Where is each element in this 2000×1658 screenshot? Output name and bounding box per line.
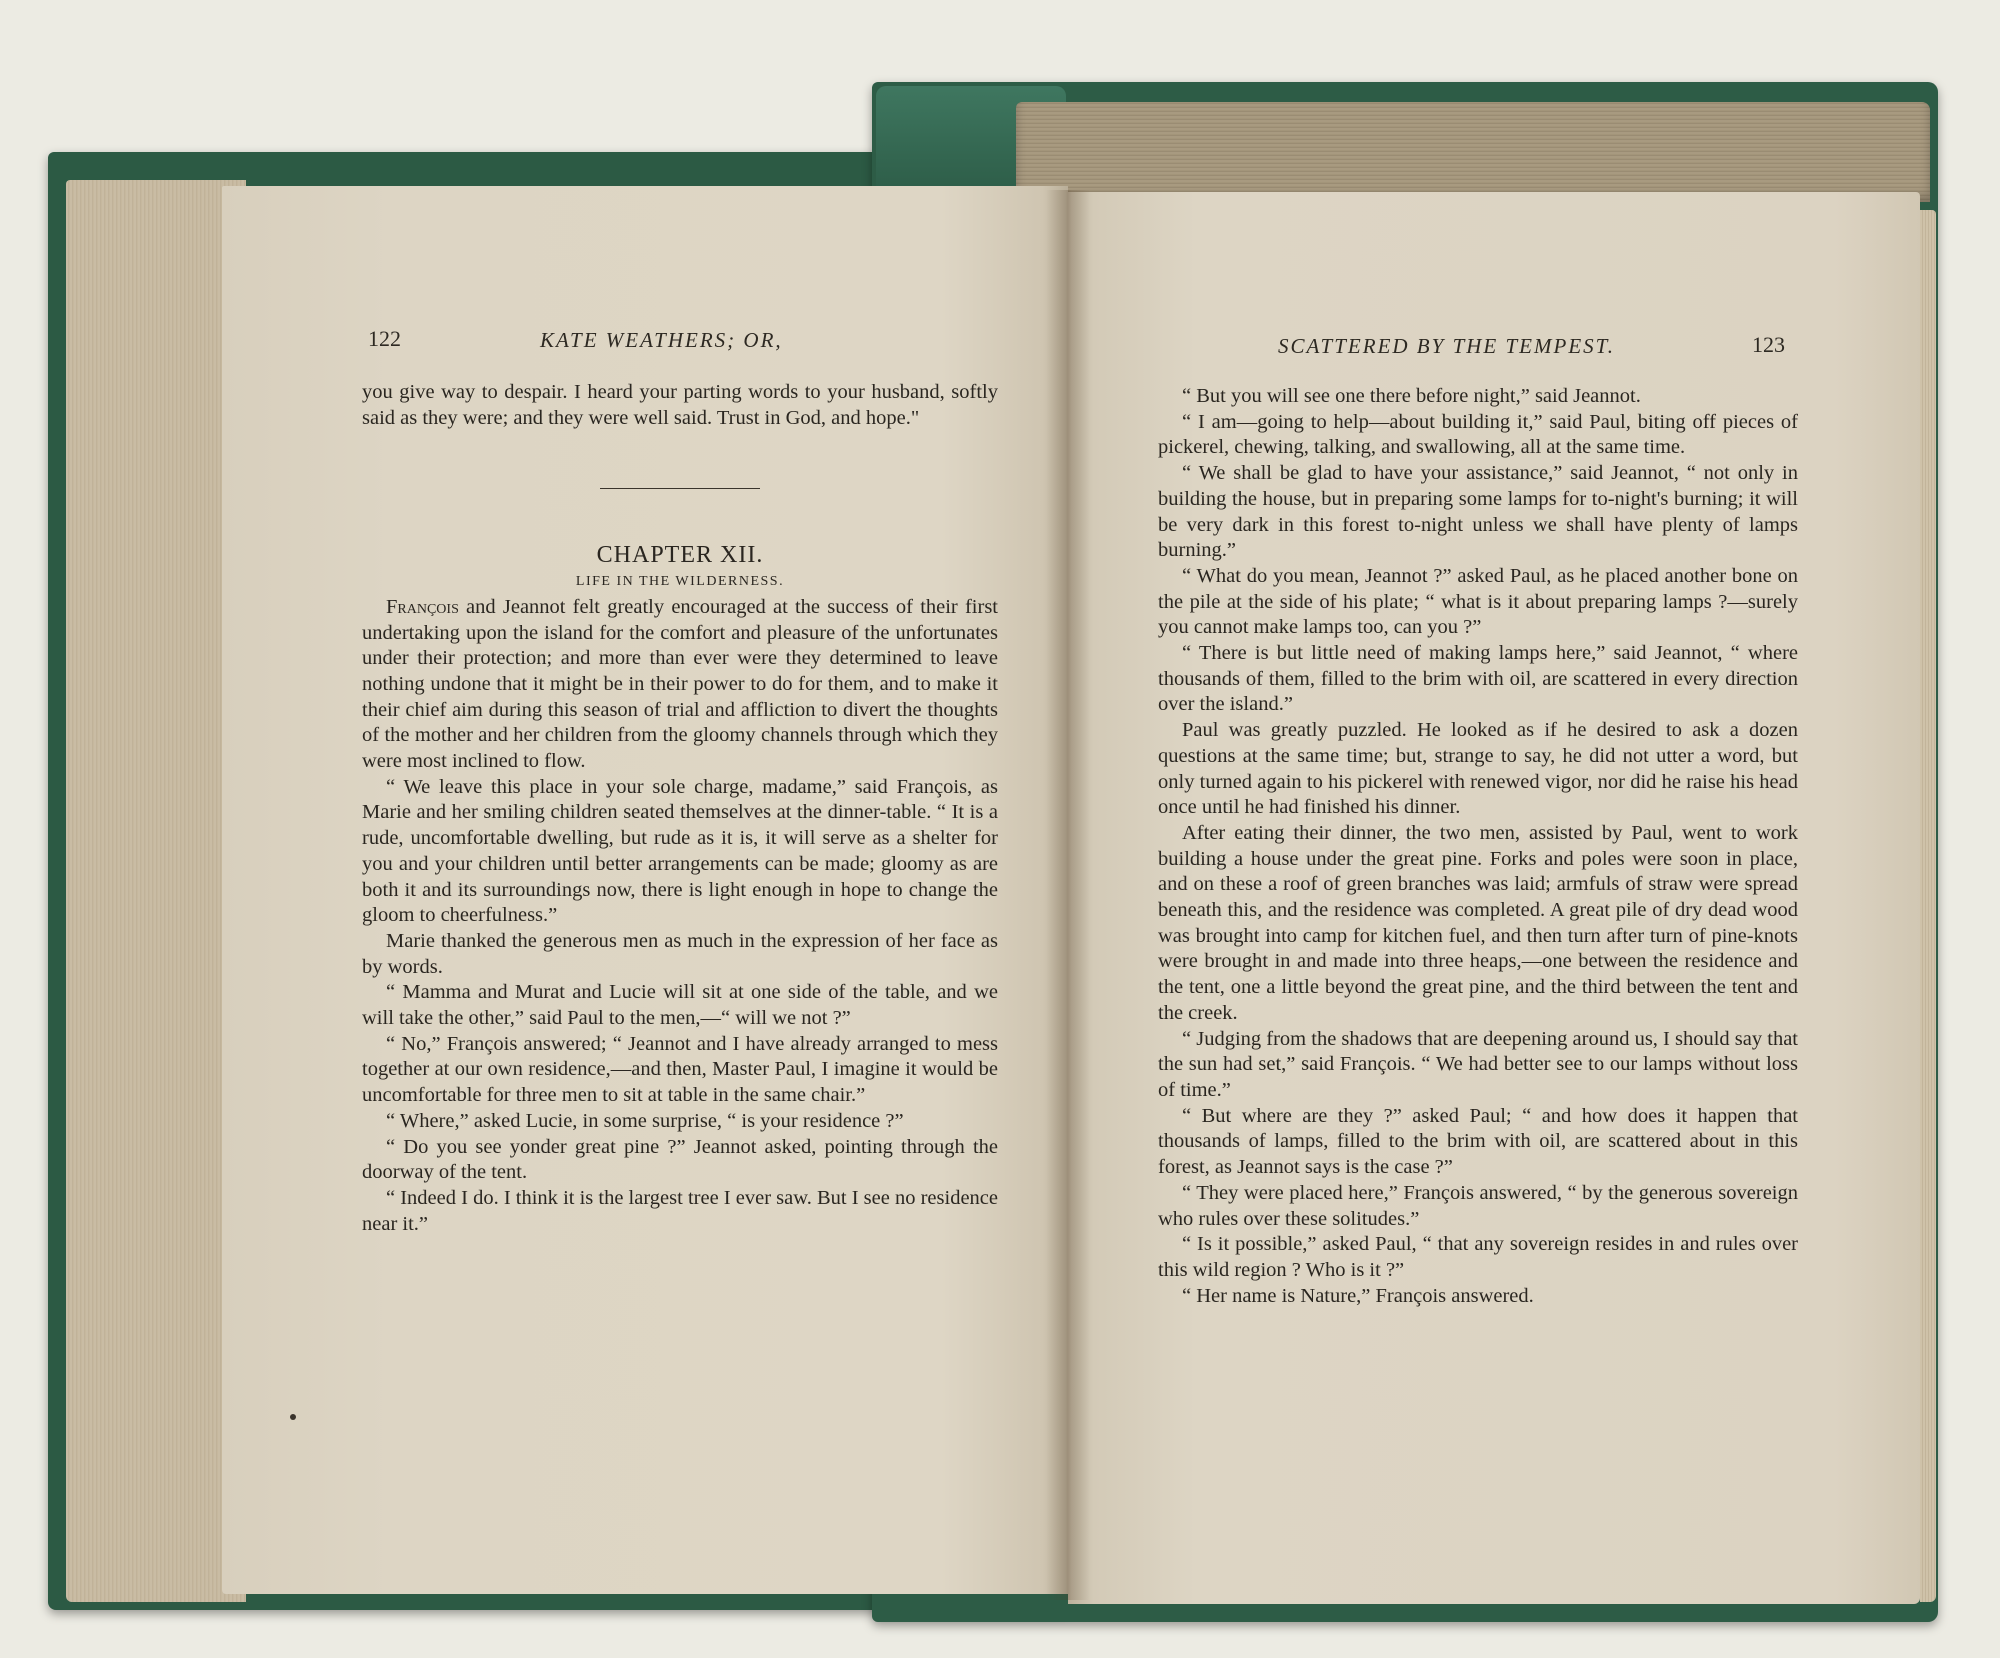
paragraph: “ Mamma and Murat and Lucie will sit at one side of the table, and we will take the other,” said Paul to the men,—“ will we not ?”: [362, 981, 998, 1030]
left-running-head: KATE WEATHERS; OR,: [540, 328, 783, 352]
right-page-number: 123: [1752, 332, 1785, 357]
left-page-text: [362, 380, 998, 1237]
chapter-subtitle: LIFE IN THE WILDERNESS.: [575, 574, 785, 590]
paragraph: “ But where are they ?” asked Paul; “ and how does it happen that thousands of lamps, filled to the brim with oil, are scattered about in this forest, as Jeannot says is the case ?”: [1158, 1104, 1798, 1179]
ink-speck: [290, 1414, 296, 1420]
paragraph: “ They were placed here,” François answered, “ by the generous sovereign who rules over these solitudes.”: [1158, 1181, 1798, 1230]
right-page-text: [1158, 384, 1798, 1309]
paragraph: Marie thanked the generous men as much in the expression of her face as by words.: [362, 929, 998, 978]
continuation-paragraph: you give way to despair. I heard your parting words to your husband, softly said as they were; and they were well said. Trust in God, and hope.": [362, 381, 998, 429]
paragraph: “ There is but little need of making lamps here,” said Jeannot, “ where thousands of them, filled to the brim with oil, are scattered in every direction over the island.”: [1158, 642, 1798, 716]
paragraph-text: and Jeannot felt greatly encouraged at the success of their first undertaking upon the island for the comfort and pleasure of the unfortunates under their protection; and more than ever were they determined to leave nothing undone that it might be in their power to do for them, and to make it their chief aim during this season of trial and affliction to divert the thoughts of the mother and her children from the gloomy channels through which they were most inclined to flow.: [362, 595, 998, 773]
left-page-number: 122: [368, 326, 401, 351]
page-edges-left: [66, 180, 246, 1602]
right-running-head: SCATTERED BY THE TEMPEST.: [1278, 334, 1616, 358]
paragraph: “ I am—going to help—about building it,” said Paul, biting off pieces of pickerel, chewing, talking, and swallowing, all at the same time.: [1158, 410, 1798, 459]
paragraph: “ Her name is Nature,” François answered.: [1182, 1284, 1534, 1307]
page-edges-right: [1920, 210, 1936, 1602]
paragraph: “ No,” François answered; “ Jeannot and I have already arranged to mess together at our own residence,—and then, Master Paul, I imagine it would be uncomfortable for three men to sit at table in the same chair.”: [362, 1032, 998, 1107]
paragraph: [362, 595, 998, 775]
first-word: François: [386, 595, 459, 618]
chapter-title: CHAPTER XII.: [596, 542, 764, 569]
paragraph: “ Indeed I do. I think it is the largest tree I ever saw. But I see no residence near it.”: [362, 1186, 998, 1235]
paragraph: “ Do you see yonder great pine ?” Jeannot asked, pointing through the doorway of the tent.: [362, 1135, 998, 1184]
page-block-top: [1016, 102, 1930, 202]
paragraph: After eating their dinner, the two men, assisted by Paul, went to work building a house under the great pine. Forks and poles were soon in place, and on these a roof of green branches was laid; armfuls of straw were spread beneath this, and the residence was completed. A great pile of dry dead wood was brought into camp for kitchen fuel, and then turn after turn of pine-knots were brought in and made into three heaps,—one between the residence and the tent, one a little beyond the great pine, and the third between the tent and the creek.: [1158, 821, 1798, 1024]
paragraph: “ Where,” asked Lucie, in some surprise, “ is your residence ?”: [386, 1109, 904, 1132]
paragraph: “ What do you mean, Jeannot ?” asked Paul, as he placed another bone on the pile at the side of his plate; “ what is it about preparing lamps ?—surely you cannot make lamps too, can you ?”: [1158, 564, 1798, 639]
paragraph: “ But you will see one there before night,” said Jeannot.: [1182, 385, 1641, 407]
book-gutter: [1046, 190, 1090, 1600]
paragraph: “ Is it possible,” asked Paul, “ that any sovereign resides in and rules over this wild region ? Who is it ?”: [1158, 1233, 1798, 1281]
chapter-divider: [600, 488, 760, 489]
paragraph: Paul was greatly puzzled. He looked as if he desired to ask a dozen questions at the same time; but, strange to say, he did not utter a word, but only turned again to his pickerel with renewed vigor, nor did he raise his head once until he had finished his dinner.: [1158, 719, 1798, 819]
paragraph: “ Judging from the shadows that are deepening around us, I should say that the sun had set,” said François. “ We had better see to our lamps without loss of time.”: [1158, 1027, 1799, 1101]
paragraph: “ We leave this place in your sole charge, madame,” said François, as Marie and her smiling children seated themselves at the dinner-table. “ It is a rude, uncomfortable dwelling, but rude as it is, it will serve as a shelter for you and your children until better arrangements can be made; gloomy as are both it and its surroundings now, there is light enough in hope to change the gloom to cheerfulness.”: [362, 775, 998, 927]
paragraph: “ We shall be glad to have your assistance,” said Jeannot, “ not only in building the house, but in preparing some lamps for to-night's burning; it will be very dark in this forest to-night unless we shall have plenty of lamps burning.”: [1158, 462, 1798, 562]
